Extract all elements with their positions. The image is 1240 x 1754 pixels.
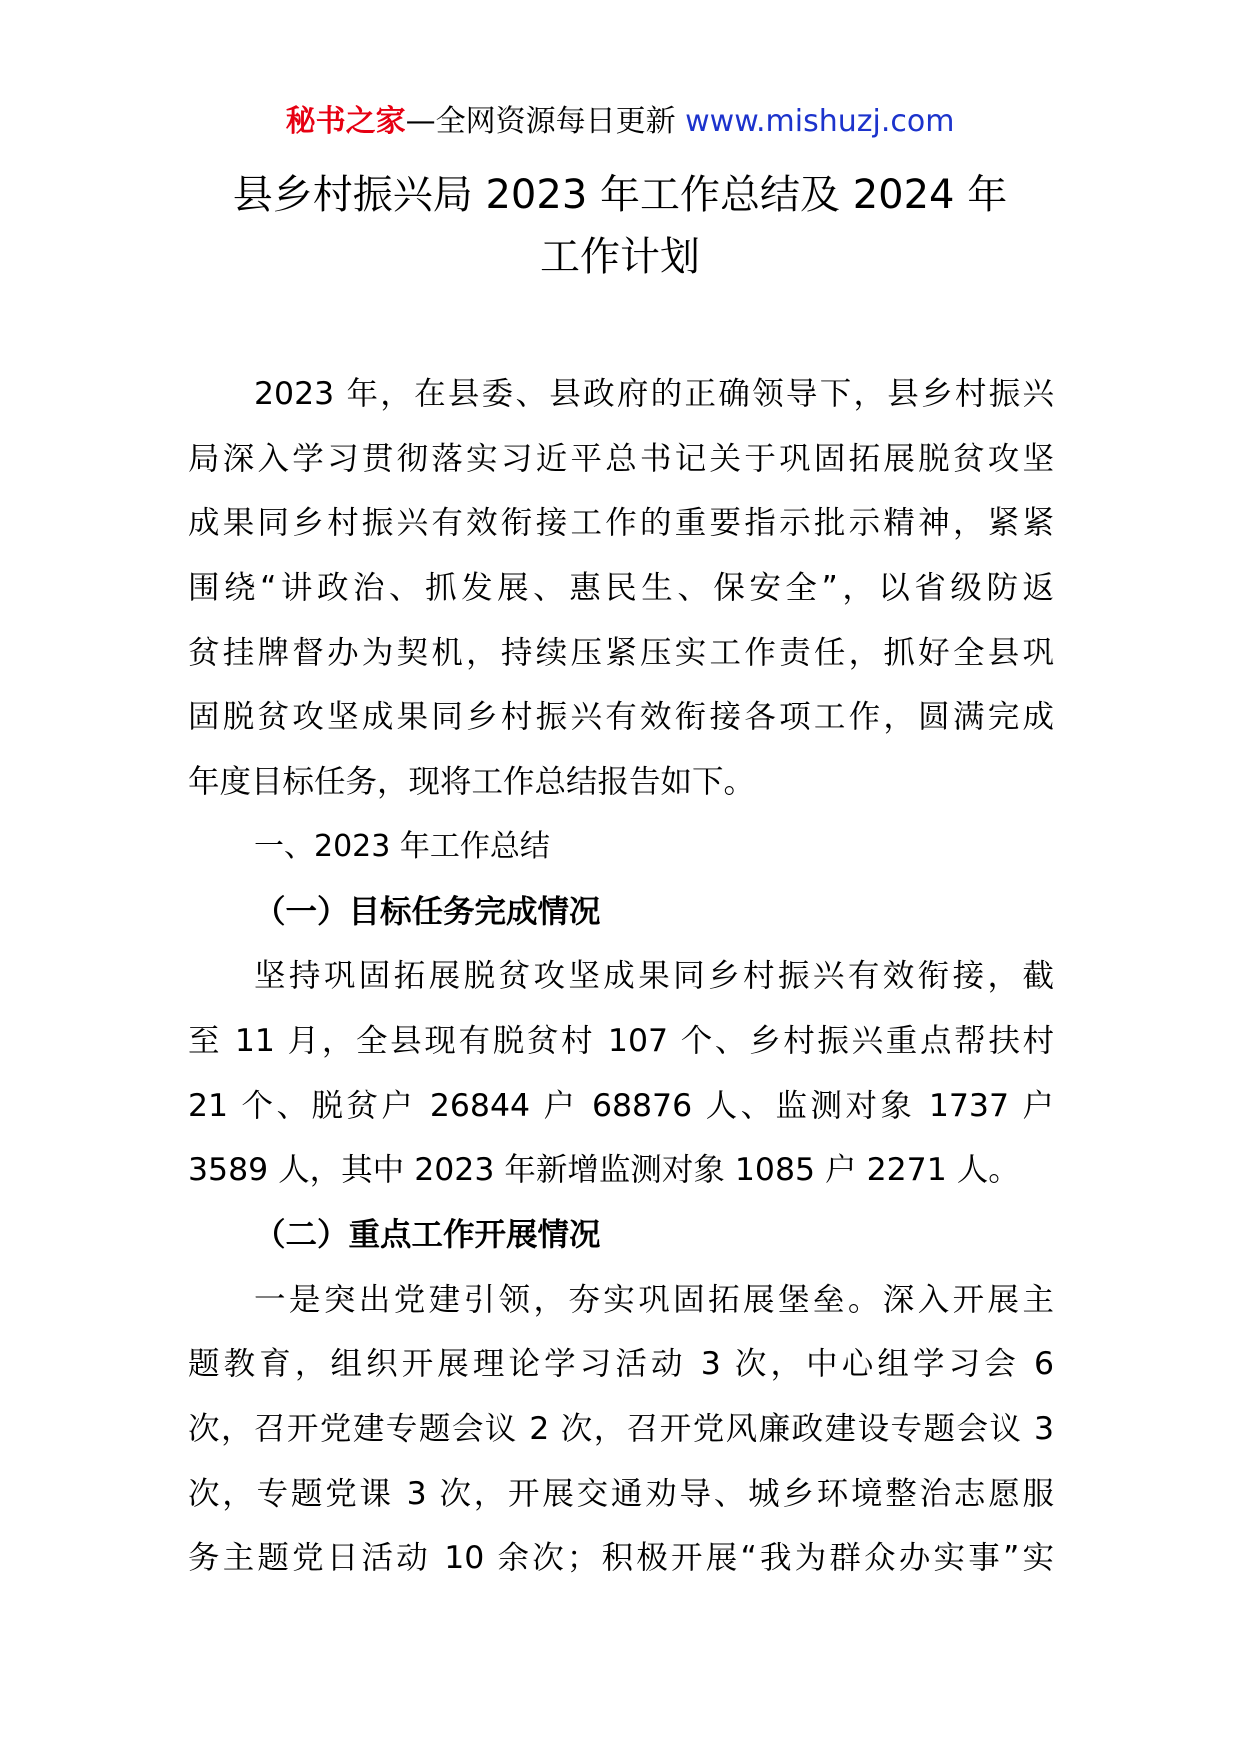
paragraph-line: 3589 人，其中 2023 年新增监测对象 1085 户 2271 人。 (188, 1152, 1020, 1189)
document-title-line-1: 县乡村振兴局 2023 年工作总结及 2024 年 (232, 172, 1008, 218)
brand-name: 秘书之家 (285, 104, 406, 139)
paragraph-line: 围绕“讲政治、抓发展、惠民生、保安全”，以省级防返 (188, 570, 1054, 607)
paragraph-line: 次，专题党课 3 次，开展交通劝导、城乡环境整治志愿服 (188, 1475, 1054, 1512)
subsection-heading: （二）重点工作开展情况 (254, 1216, 601, 1253)
paragraph-line: 21 个、脱贫户 26844 户 68876 人、监测对象 1737 户 (188, 1087, 1054, 1124)
paragraph-line: 2023 年，在县委、县政府的正确领导下，县乡村振兴 (254, 376, 1054, 412)
document-body (188, 362, 1054, 1591)
paragraph-line: 局深入学习贯彻落实习近平总书记关于巩固拓展脱贫攻坚 (188, 440, 1054, 477)
subsection-heading: （一）目标任务完成情况 (254, 893, 601, 930)
watermark-header (0, 102, 1240, 142)
paragraph-line: 年度目标任务，现将工作总结报告如下。 (188, 764, 756, 801)
site-url-link[interactable]: www.mishuzj.com (685, 104, 955, 139)
paragraph-line: 题教育，组织开展理论学习活动 3 次，中心组学习会 6 (188, 1346, 1054, 1383)
section-heading: 一、2023 年工作总结 (254, 828, 550, 864)
paragraph-line: 坚持巩固拓展脱贫攻坚成果同乡村振兴有效衔接，截 (254, 958, 1054, 995)
paragraph-line: 务主题党日活动 10 余次；积极开展“我为群众办实事”实 (188, 1540, 1054, 1577)
paragraph-line: 次，召开党建专题会议 2 次，召开党风廉政建设专题会议 3 (188, 1411, 1054, 1447)
header-tagline: —全网资源每日更新 (405, 104, 686, 139)
document-title-line-2: 工作计划 (540, 234, 700, 280)
paragraph-line: 固脱贫攻坚成果同乡村振兴有效衔接各项工作，圆满完成 (188, 699, 1054, 736)
paragraph-line: 成果同乡村振兴有效衔接工作的重要指示批示精神，紧紧 (188, 505, 1054, 542)
paragraph-line: 至 11 月，全县现有脱贫村 107 个、乡村振兴重点帮扶村 (188, 1022, 1054, 1059)
paragraph-line: 一是突出党建引领，夯实巩固拓展堡垒。深入开展主 (254, 1281, 1054, 1318)
paragraph-line: 贫挂牌督办为契机，持续压紧压实工作责任，抓好全县巩 (188, 634, 1054, 671)
